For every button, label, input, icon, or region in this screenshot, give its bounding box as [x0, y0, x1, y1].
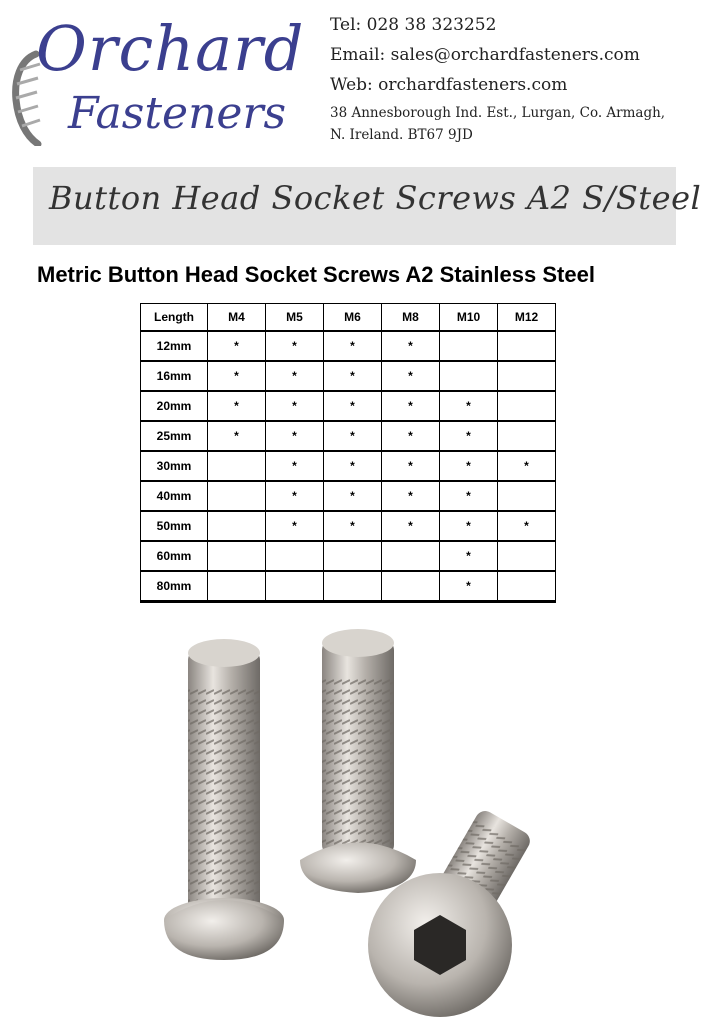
column-header: M10	[440, 304, 498, 332]
length-cell: 40mm	[141, 481, 208, 511]
email-link[interactable]: Email: sales@orchardfasteners.com	[330, 45, 640, 65]
address-line-1: 38 Annesborough Ind. Est., Lurgan, Co. Armagh,	[330, 105, 666, 121]
availability-cell: *	[440, 541, 498, 571]
availability-cell: *	[440, 571, 498, 602]
availability-cell: *	[324, 421, 382, 451]
length-cell: 20mm	[141, 391, 208, 421]
banner-title: Button Head Socket Screws A2 S/Steel	[49, 179, 702, 217]
telephone: Tel: 028 38 323252	[330, 15, 497, 35]
availability-cell: *	[382, 511, 440, 541]
availability-cell: *	[324, 361, 382, 391]
availability-cell: *	[440, 511, 498, 541]
availability-cell: *	[266, 451, 324, 481]
contact-block	[330, 10, 700, 146]
availability-cell: *	[266, 511, 324, 541]
availability-cell: *	[208, 391, 266, 421]
product-banner	[33, 167, 702, 245]
length-cell: 80mm	[141, 571, 208, 602]
availability-cell	[498, 331, 556, 361]
availability-cell	[498, 391, 556, 421]
table-row	[141, 421, 556, 451]
availability-cell: *	[382, 481, 440, 511]
column-header: M8	[382, 304, 440, 332]
availability-cell	[440, 331, 498, 361]
availability-cell: *	[498, 451, 556, 481]
availability-cell	[266, 571, 324, 602]
table-row	[141, 511, 556, 541]
table-row	[141, 361, 556, 391]
availability-cell	[266, 541, 324, 571]
availability-cell	[208, 541, 266, 571]
availability-cell: *	[440, 481, 498, 511]
availability-cell: *	[266, 361, 324, 391]
website-link[interactable]: Web: orchardfasteners.com	[330, 75, 568, 95]
length-cell: 16mm	[141, 361, 208, 391]
availability-cell: *	[382, 331, 440, 361]
availability-cell	[498, 481, 556, 511]
availability-cell: *	[324, 451, 382, 481]
availability-cell: *	[266, 391, 324, 421]
availability-cell: *	[440, 421, 498, 451]
availability-cell: *	[324, 331, 382, 361]
length-cell: 50mm	[141, 511, 208, 541]
company-logo	[8, 10, 305, 160]
table-header-row	[141, 304, 556, 332]
availability-cell: *	[382, 421, 440, 451]
screw-middle	[300, 629, 416, 893]
availability-cell	[208, 571, 266, 602]
availability-cell: *	[324, 391, 382, 421]
product-photo	[150, 615, 570, 1024]
availability-cell: *	[324, 511, 382, 541]
length-cell: 30mm	[141, 451, 208, 481]
address-line-2: N. Ireland. BT67 9JD	[330, 127, 473, 143]
table-row	[141, 331, 556, 361]
column-header: M6	[324, 304, 382, 332]
column-header: M12	[498, 304, 556, 332]
availability-cell	[498, 571, 556, 602]
length-cell: 60mm	[141, 541, 208, 571]
availability-cell	[498, 361, 556, 391]
availability-cell: *	[266, 481, 324, 511]
availability-cell	[324, 571, 382, 602]
availability-cell	[208, 511, 266, 541]
table-row	[141, 571, 556, 602]
length-cell: 12mm	[141, 331, 208, 361]
logo-text-fasteners: Fasteners	[68, 88, 287, 139]
column-header: M4	[208, 304, 266, 332]
table-row	[141, 391, 556, 421]
availability-cell: *	[324, 481, 382, 511]
availability-cell: *	[498, 511, 556, 541]
availability-cell	[208, 451, 266, 481]
table-row	[141, 451, 556, 481]
availability-cell	[208, 481, 266, 511]
availability-cell: *	[440, 391, 498, 421]
screw-left	[164, 639, 284, 960]
logo-text-orchard: Orchard	[36, 12, 305, 85]
availability-cell: *	[208, 421, 266, 451]
column-header: Length	[141, 304, 208, 332]
availability-cell: *	[382, 361, 440, 391]
page-title: Metric Button Head Socket Screws A2 Stainless Steel	[37, 262, 595, 287]
table-row	[141, 481, 556, 511]
availability-cell: *	[266, 331, 324, 361]
availability-cell: *	[440, 451, 498, 481]
availability-cell	[382, 541, 440, 571]
table-row	[141, 541, 556, 571]
availability-cell: *	[266, 421, 324, 451]
availability-cell: *	[382, 391, 440, 421]
availability-cell	[498, 541, 556, 571]
length-cell: 25mm	[141, 421, 208, 451]
availability-cell	[498, 421, 556, 451]
column-header: M5	[266, 304, 324, 332]
size-availability-table	[140, 303, 556, 603]
availability-cell	[382, 571, 440, 602]
availability-cell	[324, 541, 382, 571]
availability-cell: *	[382, 451, 440, 481]
availability-cell	[440, 361, 498, 391]
availability-cell: *	[208, 331, 266, 361]
availability-cell: *	[208, 361, 266, 391]
